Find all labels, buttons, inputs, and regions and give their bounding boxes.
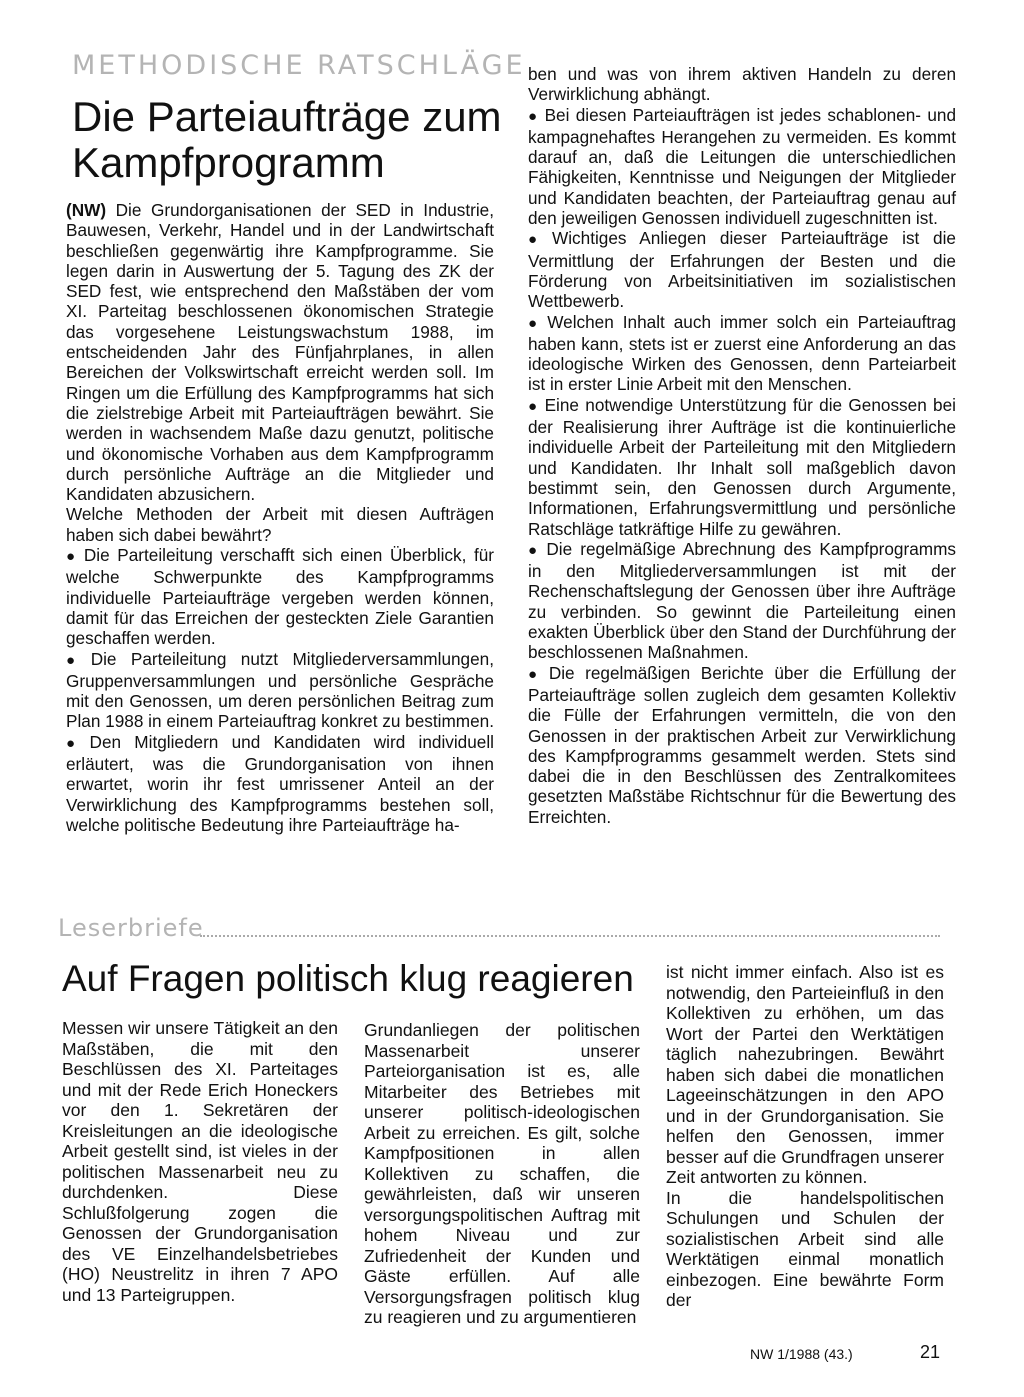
article-kicker: METHODISCHE RATSCHLÄGE [72, 50, 526, 81]
bullet-paragraph: ● Bei diesen Parteiaufträgen ist jedes schablonen- und kampagnehaftes Herangehen zu vermeiden. Es kommt darauf an, daß die Leitungen die unterschiedlichen Fähigkeiten, Kenntnisse und Neigungen der Mitglieder und Kandidaten beachten, der Parteiauftrag genau auf den jeweiligen Genossen individuell zugeschnitten ist. [528, 105, 956, 229]
letters-paragraph: ist nicht immer einfach. Also ist es notwendig, den Parteieinfluß in den Kollektiven zu erhöhen, um das Wort der Partei den Werktätigen täglich nahezubringen. Bewährt haben sich dabei die monatlichen Lageeinschätzungen in den APO und in der Grundorganisation. Sie helfen den Genossen, immer besser auf die Grundfragen unserer Zeit antworten zu können. [666, 962, 944, 1187]
continuation-paragraph: ben und was von ihrem aktiven Handeln zu deren Verwirklichung abhängt. [528, 64, 956, 105]
issue-reference: NW 1/1988 (43.) [750, 1346, 853, 1362]
section-divider [200, 935, 940, 937]
section-label: Leserbriefe [58, 914, 204, 942]
article-column-1 [66, 200, 494, 835]
letters-column-1 [62, 1018, 338, 1305]
article-headline: Die Parteiaufträge zum Kampfprogramm [72, 93, 502, 186]
page-number: 21 [920, 1342, 941, 1362]
letters-headline: Auf Fragen politisch klug reagieren [62, 958, 634, 999]
bullet-paragraph: ● Die regelmäßige Abrechnung des Kampfprogramms in den Mitgliederversammlungen ist mit der Rechenschaftslegung der Genossen über ihre Aufträge zu verbinden. So gewinnt die Parteileitung einen exakten Überblick über den Stand der Durchführung der beschlossenen Maßnahmen. [528, 539, 956, 663]
letters-column-3 [666, 962, 944, 1311]
question-paragraph: Welche Methoden der Arbeit mit diesen Aufträgen haben sich dabei bewährt? [66, 504, 494, 545]
article-column-2 [528, 64, 956, 827]
source-tag: (NW) [66, 200, 107, 220]
letters-column-2 [364, 1020, 640, 1328]
bullet-paragraph: ● Die Parteileitung nutzt Mitgliederversammlungen, Gruppenversammlungen und persönliche Gespräche mit den Genossen, um deren persönlichen Beitrag zum Plan 1988 in einem Parteiauftrag konkret zu bestimmen. [66, 649, 494, 732]
bullet-paragraph: ● Die Parteileitung verschafft sich einen Überblick, für welche Schwerpunkte des Kampfprogramms individuelle Parteiaufträge vergeben werden können, damit für das Erreichen der gesteckten Ziele Garantien geschaffen werden. [66, 545, 494, 648]
lead-text: Die Grundorganisationen der SED in Industrie, Bauwesen, Verkehr, Handel und in der Landwirtschaft beschließen gegenwärtig ihre Kampfprogramme. Sie legen darin in Auswertung der 5. Tagung des ZK der SED fest, wie entsprechend den Maßstäben der vom XI. Parteitag beschlossenen ökonomischen Strategie das vorgesehene Leistungswachstum 1988, im entscheidenden Jahr des Fünfjahrplanes, in allen Bereichen der Volkswirtschaft erreicht werden soll. Im Ringen um die Erfüllung des Kampfprogramms hat sich die zielstrebige Arbeit mit Parteiaufträgen bewährt. Sie werden in wachsendem Maße dazu genutzt, politische und ökonomische Vorhaben aus dem Kampfprogramm durch persönliche Aufträge an die Mitglieder und Kandidaten abzusichern. [66, 200, 494, 505]
bullet-paragraph: ● Wichtiges Anliegen dieser Parteiaufträge ist die Vermittlung der Erfahrungen der Besten und die Förderung von Arbeitsinitiativen im sozialistischen Wettbewerb. [528, 228, 956, 311]
letters-paragraph: Messen wir unsere Tätigkeit an den Maßstäben, die mit den Beschlüssen des XI. Parteitages und mit der Rede Erich Honeckers vor den 1. Sekretären der Kreisleitungen an die ideologische Arbeit gestellt sind, ist vieles in der politischen Massenarbeit neu zu durchdenken. Diese Schlußfolgerung zogen die Genossen der Grundorganisation des VE Einzelhandelsbetriebes (HO) Neustrelitz in ihren 7 APO und 13 Parteigruppen. [62, 1018, 338, 1305]
letters-paragraph: Grundanliegen der politischen Massenarbeit unserer Parteiorganisation ist es, alle Mitarbeiter des Betriebes mit unserer politisch-ideologischen Arbeit zu erreichen. Es gilt, solche Kampfpositionen in allen Kollektiven zu schaffen, die gewährleisten, daß wir unseren versorgungspolitischen Auftrag mit hohem Niveau und zur Zufriedenheit der Kunden und Gäste erfüllen. Auf alle Versorgungsfragen politisch klug zu reagieren und zu argumentieren [364, 1020, 640, 1327]
bullet-paragraph: ● Den Mitgliedern und Kandidaten wird individuell erläutert, was die Grundorganisation von ihnen erwartet, worin ihr fest umrissener Anteil an der Verwirklichung des Kampfprogramms bestehen soll, welche politische Bedeutung ihre Parteiaufträge ha- [66, 732, 494, 835]
letters-paragraph: In die handelspolitischen Schulungen und Schulen der sozialistischen Arbeit sind alle Werktätigen einmal monatlich einbezogen. Eine bewährte Form der [666, 1187, 944, 1310]
bullet-paragraph: ● Welchen Inhalt auch immer solch ein Parteiauftrag haben kann, stets ist er zuerst eine Anforderung an das ideologische Wirken des Genossen, denn Parteiarbeit ist in erster Linie Arbeit mit den Menschen. [528, 312, 956, 395]
lead-paragraph [66, 200, 494, 504]
bullet-paragraph: ● Eine notwendige Unterstützung für die Genossen bei der Realisierung ihrer Aufträge ist die kontinuierliche individuelle Arbeit der Parteileitung mit den Mitgliedern und Kandidaten. Ihr Inhalt soll maßgeblich davon bestimmt sein, den Genossen durch Argumente, Informationen, Erfahrungsvermittlung und persönliche Ratschläge tatkräftige Hilfe zu gewähren. [528, 395, 956, 539]
bullet-paragraph: ● Die regelmäßigen Berichte über die Erfüllung der Parteiaufträge sollen zugleich dem gesamten Kollektiv die Fülle der Erfahrungen vermitteln, die von den Genossen in der praktischen Arbeit zur Verwirklichung des Kampfprogramms gesammelt werden. Stets sind dabei die in den Beschlüssen des Zentralkomitees gesetzten Maßstäbe Richtschnur für die Bewertung des Erreichten. [528, 663, 956, 827]
